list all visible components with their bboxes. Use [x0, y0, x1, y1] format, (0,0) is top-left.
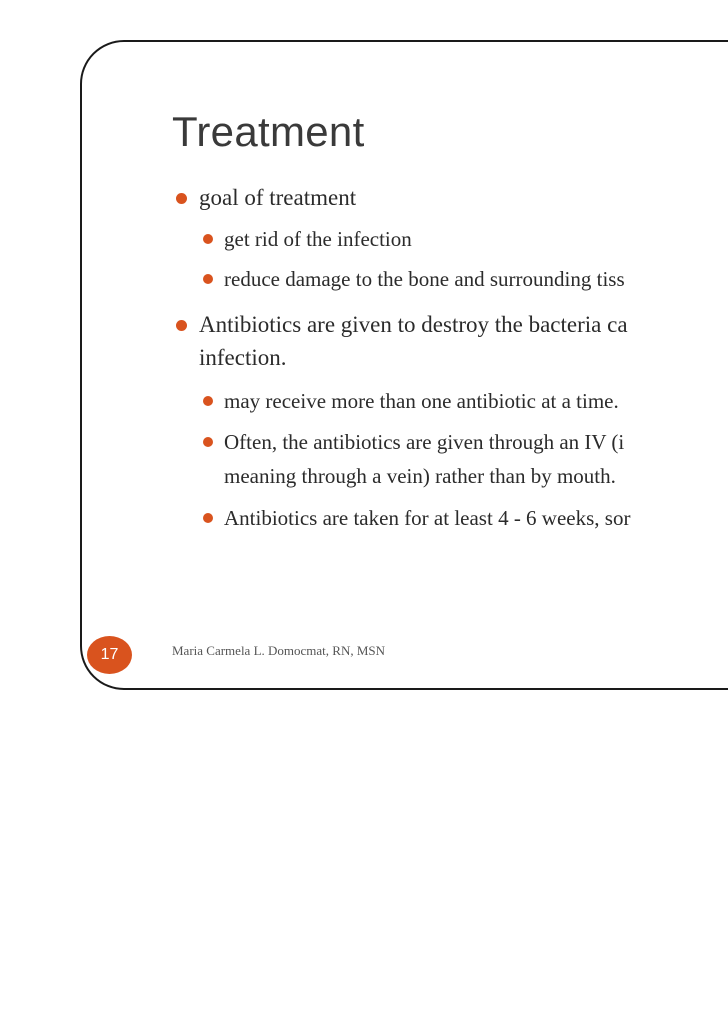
bullet-dot-icon	[176, 193, 187, 204]
bullet-dot-icon	[176, 320, 187, 331]
sub-bullet-infection	[224, 224, 412, 254]
bullet-dot-icon	[203, 234, 213, 244]
bullet-text: meaning through a vein) rather than by mouth.	[224, 464, 616, 488]
bullet-text: Antibiotics are given to destroy the bacteria ca	[199, 312, 628, 337]
bullet-text: Often, the antibiotics are given through an IV (i	[224, 430, 625, 454]
bullet-text: infection.	[199, 345, 287, 370]
sub-bullet-duration	[224, 503, 630, 533]
sub-bullet-iv	[224, 427, 624, 457]
bullet-text: reduce damage to the bone and surrounding tiss	[224, 267, 625, 291]
bullet-antibiotics-continuation	[199, 342, 287, 374]
bullet-antibiotics	[199, 309, 628, 341]
bullet-dot-icon	[203, 396, 213, 406]
sub-bullet-damage	[224, 264, 625, 294]
bullet-dot-icon	[203, 437, 213, 447]
sub-bullet-iv-continuation	[224, 461, 616, 491]
bullet-dot-icon	[203, 274, 213, 284]
slide-title: Treatment	[172, 108, 365, 155]
sub-bullet-multiple	[224, 386, 619, 416]
slide-footer: Maria Carmela L. Domocmat, RN, MSN	[172, 643, 386, 658]
bullet-text: goal of treatment	[199, 185, 357, 210]
slide-number-badge: 17	[87, 636, 132, 674]
bullet-text: get rid of the infection	[224, 227, 412, 251]
bullet-text: Antibiotics are taken for at least 4 - 6 weeks, sor	[224, 506, 631, 530]
bullet-text: may receive more than one antibiotic at a time.	[224, 389, 619, 413]
bullet-dot-icon	[203, 513, 213, 523]
bullet-goal	[199, 182, 356, 214]
